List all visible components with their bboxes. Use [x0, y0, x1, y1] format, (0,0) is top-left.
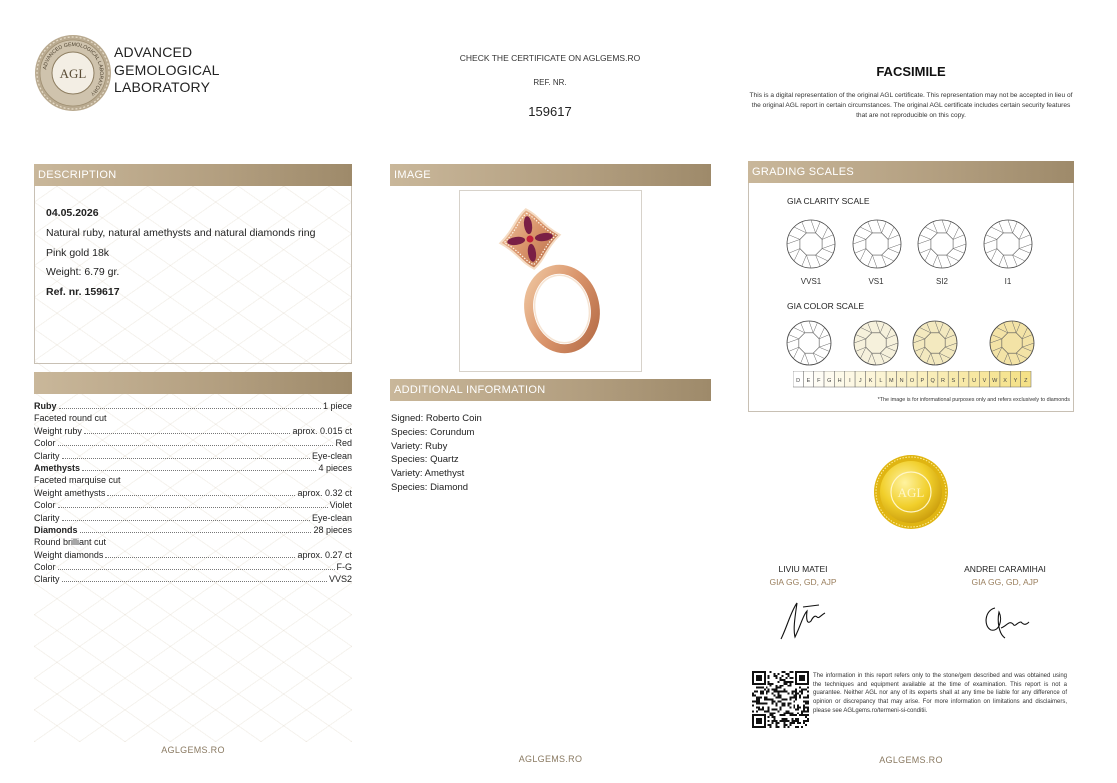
color-diamond-3: [990, 321, 1034, 365]
stone-value: aprox. 0.32 ct: [297, 487, 352, 498]
description-details: [46, 204, 315, 303]
stone-row: [34, 412, 352, 424]
stone-label: Color: [34, 562, 56, 573]
info-line: Signed: Roberto Coin: [391, 413, 482, 424]
clarity-label: VVS1: [800, 277, 822, 286]
additional-info-bar: ADDITIONAL INFORMATION: [390, 379, 711, 401]
lab-name-line: ADVANCED: [114, 44, 193, 60]
stone-label: Faceted round cut: [34, 413, 107, 424]
grading-scale-note: *The image is for informational purposes only and refers exclusively to diamonds: [877, 397, 1070, 403]
stone-row: [34, 561, 352, 573]
color-scale-title: GIA COLOR SCALE: [787, 301, 864, 311]
signer-name: LIVIU MATEI: [778, 564, 828, 574]
footer-website-middle[interactable]: AGLGEMS.RO: [518, 754, 583, 764]
color-scale-letter: P: [920, 378, 925, 384]
dot-leader: [82, 463, 316, 471]
dot-leader: [62, 451, 310, 459]
color-scale-letter: Z: [1024, 378, 1028, 384]
color-scale-letter: H: [837, 378, 842, 384]
dot-leader: [105, 550, 295, 558]
stone-value: F-G: [336, 562, 352, 573]
color-scale-letter: F: [817, 378, 821, 384]
stone-row: [34, 474, 352, 486]
stone-label: Color: [34, 500, 56, 511]
metal-type: Pink gold 18k: [46, 246, 110, 259]
stone-row: [34, 487, 352, 499]
color-scale-letter: W: [992, 378, 998, 384]
stone-value: aprox. 0.015 ct: [292, 425, 352, 436]
grading-scales-bar: GRADING SCALES: [748, 161, 1074, 183]
stone-label: Faceted marquise cut: [34, 475, 121, 486]
color-scale-letter: K: [868, 378, 873, 384]
stone-label: Diamonds: [34, 524, 78, 535]
stone-row: [34, 450, 352, 462]
gold-seal: [873, 454, 949, 530]
stone-value: 1 piece: [322, 401, 352, 411]
info-line: Variety: Ruby: [391, 440, 448, 452]
item-weight: Weight: 6.79 gr.: [46, 266, 120, 279]
color-scale-letter: Q: [930, 378, 935, 384]
color-scale-letter: X: [1003, 378, 1007, 384]
color-diamonds-diagram: [780, 318, 1070, 368]
color-scale-letter: E: [806, 378, 811, 384]
stone-label: Round brilliant cut: [34, 537, 107, 548]
stone-label: Ruby: [34, 401, 57, 411]
check-certificate-text: CHECK THE CERTIFICATE ON AGLGEMS.RO: [459, 53, 641, 63]
color-scale-letter: Y: [1013, 378, 1018, 384]
clarity-label: SI2: [935, 277, 948, 286]
stone-row: [34, 524, 352, 536]
stone-label: Clarity: [34, 450, 60, 461]
clarity-label: I1: [1004, 277, 1012, 286]
stone-value: Eye-clean: [311, 512, 352, 523]
ref-number: Ref. nr. 159617: [46, 286, 120, 299]
stone-value: Eye-clean: [311, 450, 352, 461]
clarity-diamond-0: [787, 220, 835, 268]
qr-code[interactable]: [752, 671, 809, 728]
legal-disclaimer: The information in this report refers only to the stone/gem described and was obtained using the techniques and equipment available at the time of examination. This report is not a guarantee. Neither AGL nor any of its experts shall at any time be liable for any difference of opinion or discrepancy that may arise. For more information on limitations and disclaimers, please see AGLgems.ro/termeni-si-conditii.: [813, 673, 1067, 714]
item-description: Natural ruby, natural amethysts and natural diamonds ring: [46, 226, 316, 239]
clarity-diamond-3: [984, 220, 1032, 268]
info-line: Species: Quartz: [391, 454, 459, 466]
color-scale-letter: S: [951, 378, 956, 384]
stone-label: Weight amethysts: [34, 487, 106, 498]
signature-liviu-matei: [773, 597, 833, 650]
ref-label: REF. NR.: [533, 78, 567, 87]
stone-row: [34, 400, 352, 412]
color-scale-letter: V: [982, 378, 987, 384]
dot-leader: [62, 513, 310, 521]
footer-website-left[interactable]: AGLGEMS.RO: [161, 745, 225, 755]
stone-row: [34, 425, 352, 437]
info-line: Species: Corundum: [391, 426, 475, 438]
color-scale-letter: I: [849, 378, 851, 384]
stone-label: Clarity: [34, 512, 60, 523]
stone-label: Color: [34, 438, 56, 449]
color-scale-letter: G: [827, 378, 832, 384]
stones-table: [34, 400, 352, 586]
color-scale-letter: M: [889, 378, 894, 384]
stone-row: [34, 462, 352, 474]
stone-label: Weight diamonds: [34, 549, 104, 560]
clarity-label: VS1: [868, 277, 884, 286]
logo-ring-text: ADVANCED GEMOLOGICAL LABORATORY: [42, 41, 105, 97]
seal-monogram: AGL: [897, 485, 925, 500]
ring-photo: [459, 190, 642, 372]
stone-value: 28 pieces: [313, 524, 352, 535]
clarity-scale-title: GIA CLARITY SCALE: [787, 196, 870, 206]
color-scale-letter: J: [858, 378, 862, 384]
clarity-diamonds-diagram: [780, 213, 1070, 275]
stone-value: VVS2: [328, 574, 352, 585]
signer-name: ANDREI CARAMIHAI: [964, 564, 1046, 574]
stone-value: Red: [335, 438, 352, 449]
footer-website-right[interactable]: AGLGEMS.RO: [879, 755, 943, 765]
lab-name-line: GEMOLOGICAL: [114, 61, 220, 78]
stone-value: aprox. 0.27 ct: [297, 549, 352, 560]
color-scale-letter: D: [796, 378, 801, 384]
agl-seal-logo: [34, 34, 112, 112]
stone-row: [34, 437, 352, 449]
color-scale-letter: T: [962, 378, 966, 384]
facsimile-disclaimer: This is a digital representation of the original AGL certificate. This representation may not be accepted in lieu of the original AGL report in certain circumstances. The original AGL certificate includes certain security features that are not reproducible on this copy.: [749, 92, 1073, 119]
additional-info-list: [391, 412, 482, 495]
dot-leader: [80, 525, 312, 533]
info-line: Species: Diamond: [391, 481, 469, 493]
facsimile-title: FACSIMILE: [876, 64, 946, 79]
dot-leader: [59, 401, 321, 409]
logo-monogram: AGL: [59, 66, 87, 81]
stones-bar: [34, 372, 352, 394]
dot-leader: [58, 500, 328, 508]
lab-name: [114, 44, 220, 97]
dot-leader: [62, 574, 327, 582]
clarity-diamond-2: [918, 220, 966, 268]
dot-leader: [107, 488, 295, 496]
color-scale-letter: U: [972, 378, 977, 384]
color-diamond-1: [854, 321, 898, 365]
stone-value: Violet: [329, 500, 352, 511]
stone-row: [34, 573, 352, 585]
stone-label: Weight ruby: [34, 425, 82, 436]
clarity-diamond-1: [853, 220, 901, 268]
lab-name-line: LABORATORY: [114, 79, 211, 95]
color-scale-letter: O: [909, 378, 915, 384]
dot-leader: [84, 426, 291, 434]
color-diamond-2: [913, 321, 957, 365]
color-scale-letter: N: [899, 378, 904, 384]
dot-leader: [58, 562, 335, 570]
color-scale-letter: L: [879, 378, 883, 384]
stone-row: [34, 512, 352, 524]
dot-leader: [58, 438, 334, 446]
stone-label: Amethysts: [34, 462, 81, 473]
color-scale-letter: R: [941, 378, 946, 384]
stone-label: Clarity: [34, 574, 60, 585]
stone-value: 4 pieces: [318, 462, 352, 473]
signer-credentials: GIA GG, GD, AJP: [769, 577, 837, 587]
description-bar: DESCRIPTION: [34, 164, 352, 186]
stone-row: [34, 499, 352, 511]
color-scale-bar: [793, 371, 1033, 389]
info-line: Variety: Amethyst: [391, 468, 465, 480]
stone-row: [34, 536, 352, 548]
color-diamond-0: [787, 321, 831, 365]
certificate-date: 04.05.2026: [46, 207, 99, 219]
signer-credentials: GIA GG, GD, AJP: [971, 577, 1039, 587]
stone-row: [34, 549, 352, 561]
ref-value: 159617: [528, 104, 572, 119]
signature-andrei-caramihai: [977, 600, 1033, 649]
image-bar: IMAGE: [390, 164, 711, 186]
